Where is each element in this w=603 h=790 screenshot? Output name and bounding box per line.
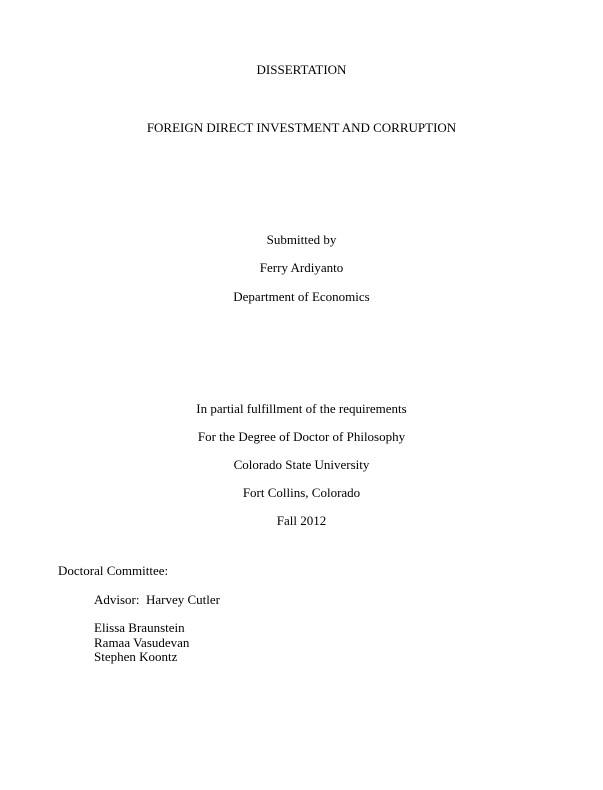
submitted-by: Submitted by (266, 232, 337, 247)
term: Fall 2012 (276, 513, 327, 528)
committee-label: Doctoral Committee: (58, 563, 169, 578)
author-name: Ferry Ardiyanto (259, 260, 344, 275)
fulfillment-statement: In partial fulfillment of the requirements (196, 401, 407, 416)
committee-member: Stephen Koontz (94, 649, 178, 664)
location: Fort Collins, Colorado (242, 485, 361, 500)
committee-member: Elissa Braunstein (94, 620, 185, 635)
university: Colorado State University (233, 457, 370, 472)
dissertation-title: FOREIGN DIRECT INVESTMENT AND CORRUPTION (146, 120, 457, 135)
department: Department of Economics (233, 289, 370, 304)
document-heading: DISSERTATION (256, 62, 347, 77)
degree: For the Degree of Doctor of Philosophy (197, 429, 406, 444)
committee-member: Ramaa Vasudevan (94, 635, 190, 650)
committee-advisor: Advisor: Harvey Cutler (94, 592, 221, 607)
